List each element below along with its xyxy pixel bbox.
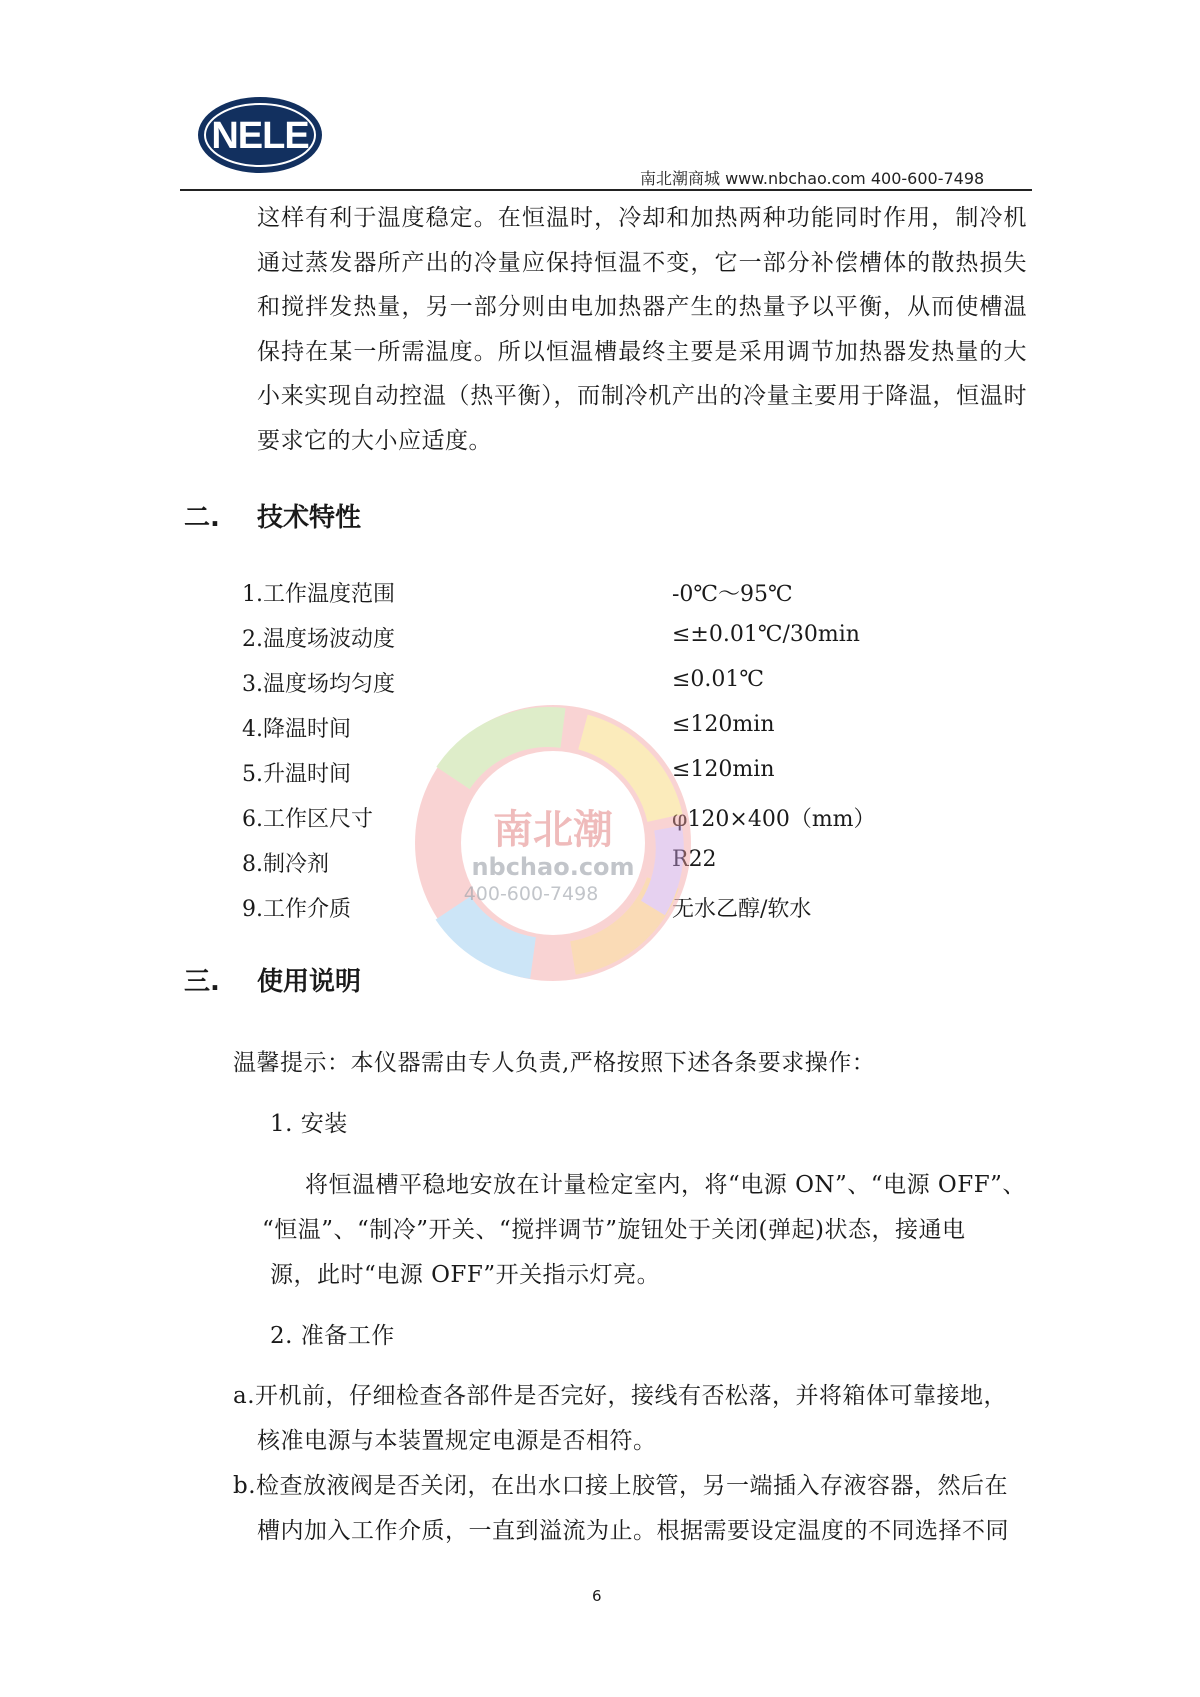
item-a-line: a.开机前，仔细检查各部件是否完好，接线有否松落，并将箱体可靠接地， — [233, 1383, 1008, 1409]
item-a-line: 核准电源与本装置规定电源是否相符。 — [257, 1428, 657, 1454]
section3-title: 使用说明 — [257, 967, 362, 997]
spec-row — [242, 892, 942, 936]
spec-label: 8.制冷剂 — [242, 852, 329, 877]
step2-title: 2. 准备工作 — [270, 1323, 395, 1349]
watermark-title: 南北潮 — [493, 806, 613, 853]
spec-row — [242, 757, 942, 801]
spec-value: 无水乙醇/软水 — [672, 897, 812, 922]
step1-title: 1. 安装 — [270, 1111, 348, 1137]
step1-line: 将恒温槽平稳地安放在计量检定室内，将“电源 ON”、“电源 OFF”、 — [305, 1172, 1026, 1198]
step1-line: “恒温”、“制冷”开关、“搅拌调节”旋钮处于关闭(弹起)状态，接通电 — [262, 1217, 966, 1243]
spec-row — [242, 577, 942, 621]
spec-value: ≤120min — [672, 712, 775, 737]
item-b-line: b.检查放液阀是否关闭，在出水口接上胶管，另一端插入存液容器，然后在 — [233, 1473, 1009, 1499]
spec-label: 4.降温时间 — [242, 717, 351, 742]
watermark-url: nbchao.com — [471, 853, 635, 881]
spec-label: 2.温度场波动度 — [242, 627, 395, 652]
section2-heading — [184, 497, 361, 534]
section2-number: 二. — [184, 503, 220, 533]
nele-logo — [197, 96, 323, 174]
spec-label: 5.升温时间 — [242, 762, 351, 787]
spec-row — [242, 622, 942, 666]
spec-value: ≤±0.01℃/30min — [672, 622, 860, 647]
spec-row — [242, 712, 942, 756]
spec-label: 9.工作介质 — [242, 897, 351, 922]
section3-heading — [184, 961, 361, 998]
spec-label: 6.工作区尺寸 — [242, 807, 373, 832]
header-divider — [180, 189, 1032, 191]
header-site-text: 南北潮商城 www.nbchao.com 400-600-7498 — [640, 169, 985, 188]
spec-row — [242, 802, 942, 846]
section3-number: 三. — [184, 967, 220, 997]
intro-paragraph: 这样有利于温度稳定。在恒温时，冷却和加热两种功能同时作用，制冷机通过蒸发器所产出的冷量应保持恒温不变，它一部分补偿槽体的散热损失和搅拌发热量，另一部分则由电加热器产生的热量予以平衡，从而使槽温保持在某一所需温度。所以恒温槽最终主要是采用调节加热器发热量的大小来实现自动控温（热平衡），而制冷机产出的冷量主要用于降温，恒温时要求它的大小应适度。 — [257, 205, 1027, 454]
spec-value: ≤120min — [672, 757, 775, 782]
page-number: 6 — [592, 1587, 602, 1605]
item-b-line: 槽内加入工作介质，一直到溢流为止。根据需要设定温度的不同选择不同 — [257, 1518, 1009, 1544]
spec-value: φ120×400（mm） — [672, 807, 876, 832]
logo-text: NELE — [211, 115, 309, 157]
spec-value: R22 — [672, 847, 717, 872]
spec-label: 3.温度场均匀度 — [242, 672, 395, 697]
usage-tip: 温馨提示：本仪器需由专人负责,严格按照下述各条要求操作： — [233, 1050, 876, 1076]
spec-label: 1.工作温度范围 — [242, 582, 395, 607]
spec-row — [242, 847, 942, 891]
spec-value: ≤0.01℃ — [672, 667, 765, 692]
section2-title: 技术特性 — [257, 503, 362, 533]
watermark-phone: 400-600-7498 — [463, 883, 599, 905]
step1-line: 源，此时“电源 OFF”开关指示灯亮。 — [270, 1262, 661, 1288]
spec-row — [242, 667, 942, 711]
spec-value: -0℃～95℃ — [672, 582, 793, 607]
